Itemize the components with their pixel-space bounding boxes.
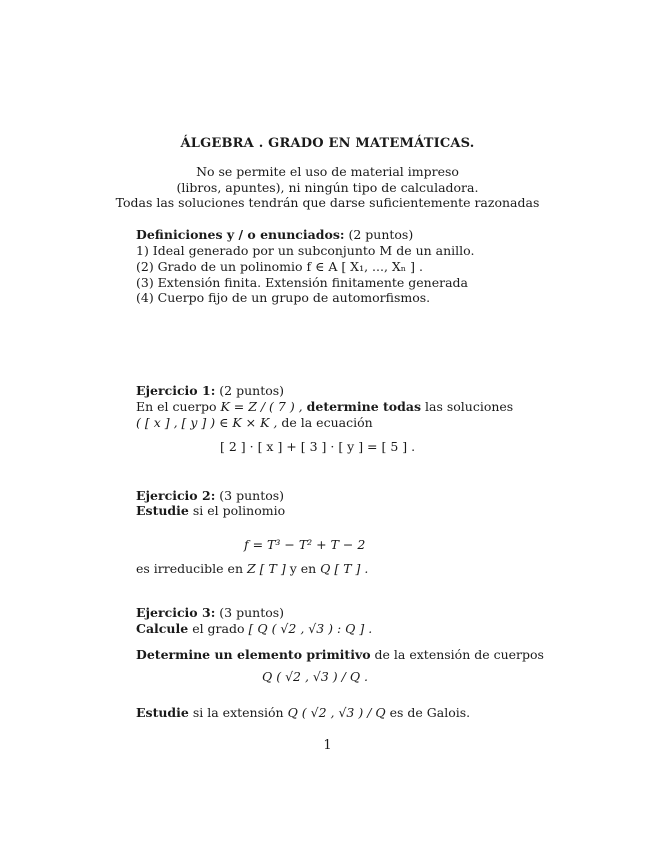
definitions-heading: Definiciones y / o enunciados:	[136, 227, 345, 242]
ej3-q3-math: Q ( √2 , √3 ) / Q	[287, 705, 386, 720]
ej2-heading-row	[136, 488, 284, 503]
definition-item: (2) Grado de un polinomio f ∈ A [ X₁, ..., Xₙ ] .	[136, 259, 423, 274]
ej2-equation	[244, 537, 365, 552]
ej2-line-pre: es irreducible en	[136, 561, 244, 576]
ej1-line1-bold: determine todas	[306, 399, 422, 414]
ej3-q2-formula	[262, 669, 368, 684]
ej1-line1-math: K = Z / ( 7 ) ,	[220, 399, 303, 414]
ej3-heading-row	[136, 605, 284, 620]
definition-item: (4) Cuerpo fijo de un grupo de automorfismos.	[136, 290, 431, 305]
definition-item: 1) Ideal generado por un subconjunto M de un anillo.	[136, 243, 475, 258]
ej1-equation: [ 2 ] · [ x ] + [ 3 ] · [ y ] = [ 5 ] .	[220, 439, 416, 454]
ej2-ring-q: Q [ T ] .	[320, 561, 369, 576]
intro-line-3: Todas las soluciones tendrán que darse suficientemente razonadas	[115, 195, 540, 210]
definition-item: (3) Extensión finita. Extensión finitamente generada	[136, 275, 468, 290]
ej2-line-mid: y en	[289, 561, 317, 576]
ej2-points: (3 puntos)	[219, 488, 285, 503]
ej3-points: (3 puntos)	[219, 605, 285, 620]
ej2-polynomial: f = T³ − T² + T − 2	[244, 537, 366, 552]
ej3-q3-bold: Estudie	[136, 705, 189, 720]
ej3-q2-math: Q ( √2 , √3 ) / Q .	[262, 669, 369, 684]
ej1-line1-pre: En el cuerpo	[136, 399, 217, 414]
ej3-q2-bold: Determine un elemento primitivo	[136, 647, 371, 662]
ej3-q3-post: es de Galois.	[389, 705, 471, 720]
ej2-line-1	[136, 503, 285, 518]
ej2-heading: Ejercicio 2:	[136, 488, 216, 503]
ej2-bold: Estudie	[136, 503, 189, 518]
definitions-heading-row	[136, 227, 413, 242]
definitions-points: (2 puntos)	[348, 227, 414, 242]
ej2-ring-z: Z [ T ]	[247, 561, 286, 576]
ej1-line1-post: las soluciones	[425, 399, 514, 414]
ej3-q1-bold: Calcule	[136, 621, 189, 636]
ej3-heading: Ejercicio 3:	[136, 605, 216, 620]
ej1-heading-row	[136, 383, 284, 398]
exam-title: ÁLGEBRA . GRADO EN MATEMÁTICAS.	[180, 136, 475, 151]
ej3-question-3	[136, 705, 470, 720]
ej1-line2-math: ( [ x ] , [ y ] ) ∈ K × K ,	[136, 415, 278, 430]
ej3-q2-post: de la extensión de cuerpos	[374, 647, 544, 662]
ej3-q1-math: [ Q ( √2 , √3 ) : Q ] .	[248, 621, 373, 636]
intro-line-1: No se permite el uso de material impreso	[196, 164, 459, 179]
ej2-line-2	[136, 561, 368, 576]
ej1-line-1	[136, 399, 513, 414]
ej1-points: (2 puntos)	[219, 383, 285, 398]
ej2-post: si el polinomio	[192, 503, 286, 518]
ej3-q1-post: el grado	[192, 621, 245, 636]
page-number: 1	[323, 738, 332, 753]
ej3-question-1	[136, 621, 372, 636]
intro-line-2: (libros, apuntes), ni ningún tipo de calculadora.	[176, 180, 479, 195]
ej3-question-2	[136, 647, 544, 662]
ej1-line-2	[136, 415, 373, 430]
ej3-q3-pre: si la extensión	[192, 705, 284, 720]
ej1-heading: Ejercicio 1:	[136, 383, 216, 398]
ej1-line2-post: de la ecuación	[281, 415, 373, 430]
